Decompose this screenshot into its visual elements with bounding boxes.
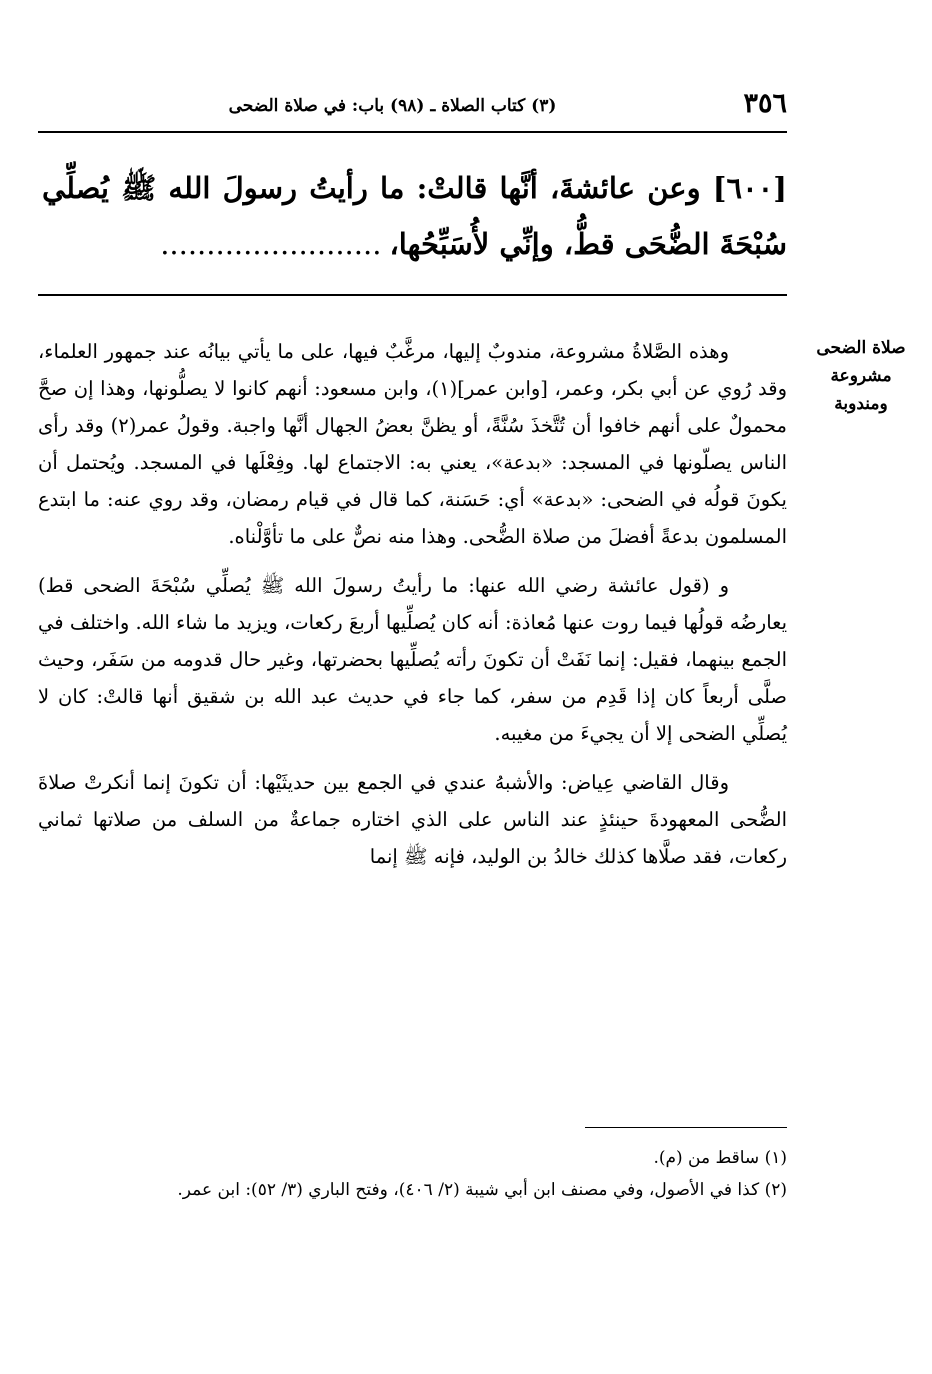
hadith-text-block bbox=[42, 160, 787, 272]
commentary-paragraph: و (قول عائشة رضي الله عنها: ما رأيتُ رسولَ الله ﷺ يُصلِّي سُبْحَةَ الضحى قط) يعارضُه قولُها فيما روت عنها مُعاذة: أنه كان يُصلِّيها أربعَ ركعات، ويزيد ما شاء الله. واختلف في الجمع بينهما، فقيل: إنما نَفَتْ أن تكونَ رأته يُصلِّيها بحضرتها، وغير حال قدومه من سَفَر، وحيث صلَّى أربعاً كان إذا قَدِم من سفر، كما جاء في حديث عبد الله بن شقيق أنها قالتْ: كان لا يُصلِّي الضحى إلا أن يجيءَ من مغيبه. bbox=[38, 574, 787, 745]
page-number: ٣٥٦ bbox=[743, 88, 787, 119]
hadith-rule bbox=[38, 294, 787, 296]
commentary-paragraph: وهذه الصَّلاةُ مشروعة، مندوبٌ إليها، مرغَّبٌ فيها، على ما يأتي بيانُه عند جمهور العلماء، وقد رُوي عن أبي بكر، وعمر، [وابن عمر](١)، وابن مسعود: أنهم كانوا لا يصلُّونها، وهذا إن صحَّ محمولٌ على أنهم خافوا أن تُتَّخذَ سُنَّةً، أو يظنَّ بعضُ الجهال أنَّها واجبة. وقولُ عمر(٢) وقد رأى الناس يصلّونها في المسجد: «بدعة»، يعني به: الاجتماع لها. وفِعْلَها في المسجد. ويُحتمل أن يكونَ قولُه في الضحى: «بدعة» أي: حَسَنة، كما قال في قيام رمضان، وقد روي عنه: ما ابتدع المسلمون بدعةً أفضلَ من صلاة الضُّحى. وهذا منه نصٌّ على ما تأوَّلْناه. bbox=[38, 340, 788, 548]
commentary bbox=[38, 333, 787, 887]
page-header bbox=[38, 86, 787, 126]
header-rule bbox=[38, 131, 787, 133]
footnote-rule bbox=[585, 1127, 787, 1128]
footnote: (١) ساقط من (م). bbox=[653, 1148, 787, 1168]
footnotes bbox=[38, 1142, 787, 1206]
footnote: (٢) كذا في الأصول، وفي مصنف ابن أبي شيبة (٢/ ٤٠٦)، وفتح الباري (٣/ ٥٢): ابن عمر. bbox=[177, 1180, 787, 1200]
running-head: (٣) كتاب الصلاة ـ (٩٨) باب: في صلاة الضحى bbox=[228, 96, 557, 116]
hadith-ellipsis: ........................ bbox=[160, 227, 382, 261]
margin-note: صلاة الضحى مشروعة ومندوبة bbox=[816, 338, 906, 414]
hadith-text: [٦٠٠] وعن عائشةَ، أنَّها قالتْ: ما رأيتُ رسولَ الله ﷺ يُصلِّي سُبْحَةَ الضُّحَى قطُّ، وإنِّي لأُسَبِّحُها، bbox=[42, 171, 787, 261]
commentary-paragraph: وقال القاضي عِياض: والأشبهُ عندي في الجمع بين حديثَيْها: أن تكونَ إنما أنكرتْ صلاةَ الضُّحى المعهودةَ حينئذٍ عند الناس على الذي اختاره جماعةٌ من السلف من صلاتها ثماني ركعات، فقد صلَّاها كذلك خالدُ بن الوليد، فإنه ﷺ إنما bbox=[38, 771, 787, 868]
